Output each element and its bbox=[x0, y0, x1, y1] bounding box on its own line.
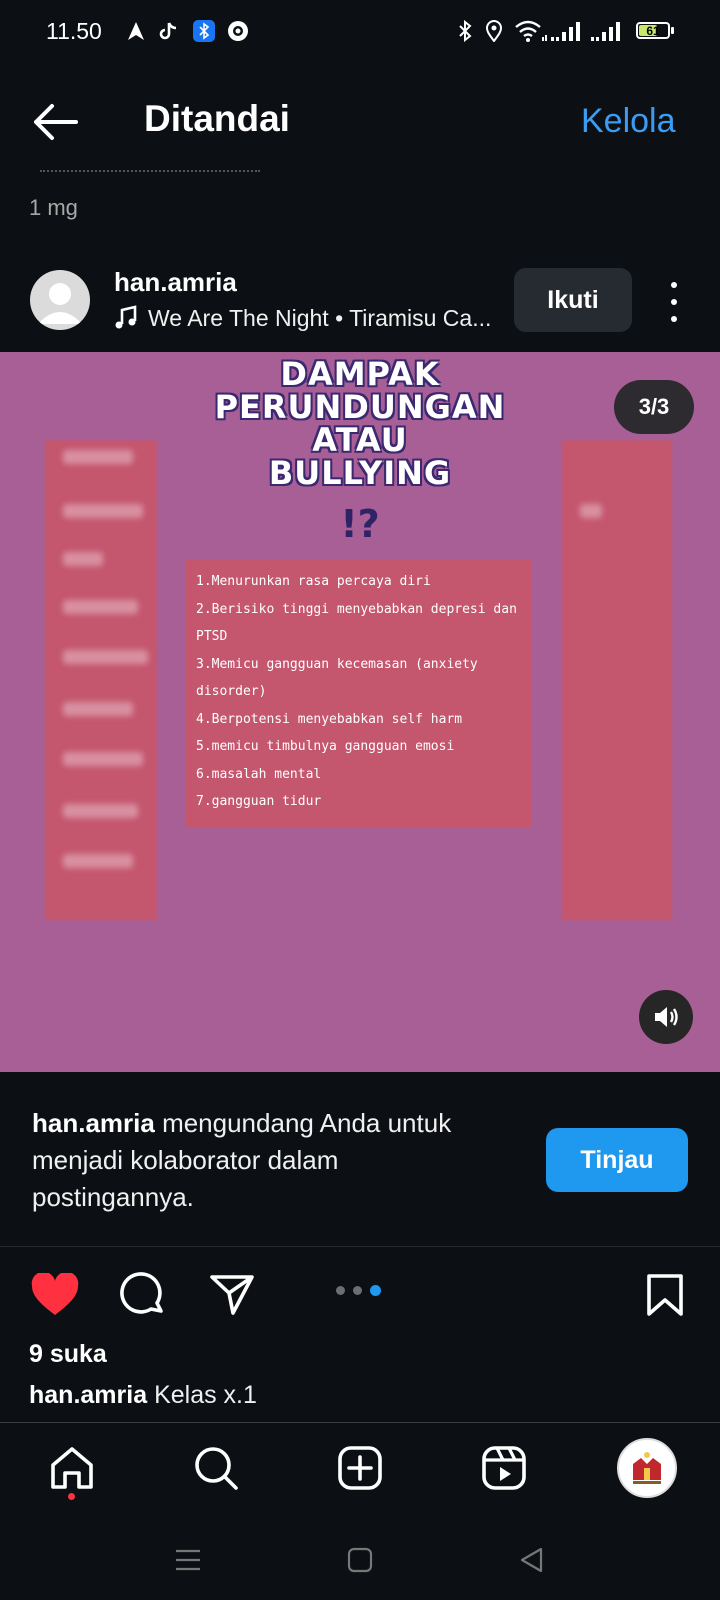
slide-list-item: 4.Berpotensi menyebabkan self harm bbox=[196, 711, 463, 727]
status-bar bbox=[0, 0, 720, 64]
circle-app-icon bbox=[226, 18, 250, 44]
follow-button[interactable]: Ikuti bbox=[514, 268, 632, 332]
search-icon bbox=[193, 1445, 239, 1491]
slide-title-line: PERUNDUNGAN bbox=[214, 388, 506, 426]
slide-list-item: 5.memicu timbulnya gangguan emosi bbox=[196, 739, 455, 754]
slide-list-item: 3.Memicu gangguan kecemasan (anxiety bbox=[196, 656, 478, 672]
collab-invite-text bbox=[32, 1105, 472, 1216]
nav-create[interactable] bbox=[332, 1440, 388, 1496]
caption-text: Kelas x.1 bbox=[154, 1381, 257, 1409]
home-system-button[interactable] bbox=[340, 1540, 380, 1580]
like-count[interactable]: 9 suka bbox=[29, 1340, 107, 1368]
slide-title-line: ATAU bbox=[312, 421, 408, 459]
page-title: Ditandai bbox=[144, 98, 290, 139]
carousel-dot bbox=[353, 1286, 362, 1295]
speaker-icon bbox=[652, 1004, 680, 1030]
blurred-side-panel bbox=[45, 440, 157, 920]
battery-icon bbox=[636, 22, 670, 39]
slide-title-line: BULLYING bbox=[268, 454, 452, 492]
back-button[interactable] bbox=[30, 100, 80, 144]
profile-logo-icon bbox=[627, 1448, 667, 1488]
slide-list-item: 2.Berisiko tinggi menyebabkan depresi dan bbox=[196, 601, 517, 617]
triangle-back-icon bbox=[519, 1547, 545, 1573]
bluetooth-badge-icon bbox=[192, 18, 216, 44]
send-icon bbox=[209, 1273, 255, 1317]
nav-home[interactable] bbox=[44, 1440, 100, 1496]
wifi-icon bbox=[514, 18, 548, 44]
reels-icon bbox=[481, 1445, 527, 1491]
blurred-side-panel bbox=[562, 440, 672, 920]
cut-off-text bbox=[40, 170, 260, 176]
slide-list-item: 1.Menurunkan rasa percaya diri bbox=[196, 574, 431, 589]
default-avatar-icon bbox=[30, 270, 90, 330]
music-note-icon bbox=[114, 305, 138, 331]
previous-post-time: 1 mg bbox=[29, 195, 78, 220]
square-icon bbox=[347, 1547, 373, 1573]
menu-icon bbox=[174, 1548, 202, 1572]
slide-mark: !? bbox=[340, 502, 380, 546]
post-image[interactable] bbox=[0, 352, 720, 1072]
battery-nub bbox=[671, 27, 674, 34]
divider bbox=[0, 1422, 720, 1423]
carousel-dot-active bbox=[370, 1285, 381, 1296]
nav-search[interactable] bbox=[188, 1440, 244, 1496]
slide-counter-badge: 3/3 bbox=[614, 380, 694, 434]
share-button[interactable] bbox=[207, 1270, 257, 1320]
add-post-icon bbox=[337, 1445, 383, 1491]
home-icon bbox=[49, 1445, 95, 1491]
save-button[interactable] bbox=[640, 1270, 690, 1320]
back-system-button[interactable] bbox=[512, 1540, 552, 1580]
slide-list bbox=[186, 560, 532, 828]
bookmark-icon bbox=[646, 1273, 684, 1317]
comment-icon bbox=[119, 1271, 167, 1319]
location-icon bbox=[484, 18, 504, 44]
slide-list-item: PTSD bbox=[196, 629, 228, 644]
avatar[interactable] bbox=[30, 270, 90, 330]
slide-title-line: DAMPAK bbox=[280, 355, 440, 393]
status-time: 11.50 bbox=[46, 18, 102, 44]
battery-text: 61 bbox=[646, 23, 660, 38]
tiktok-icon bbox=[158, 18, 178, 44]
manage-link[interactable]: Kelola bbox=[581, 102, 676, 140]
recent-apps-button[interactable] bbox=[168, 1540, 208, 1580]
divider bbox=[0, 1246, 720, 1247]
more-options-icon[interactable] bbox=[664, 282, 684, 322]
post-username[interactable]: han.amria bbox=[114, 267, 237, 297]
nav-profile[interactable] bbox=[617, 1438, 677, 1498]
heart-filled-icon bbox=[31, 1273, 79, 1317]
back-arrow-icon bbox=[30, 100, 80, 144]
nav-reels[interactable] bbox=[476, 1440, 532, 1496]
collab-message: mengundang Anda untuk menjadi kolaborator dalam postingannya. bbox=[32, 1108, 452, 1212]
slide-list-item: 6.masalah mental bbox=[196, 766, 322, 782]
slide-list-item: 7.gangguan tidur bbox=[196, 794, 322, 809]
notification-dot bbox=[68, 1493, 75, 1500]
signal-icon bbox=[590, 18, 620, 44]
slide-title bbox=[200, 355, 520, 492]
post-caption bbox=[29, 1381, 257, 1410]
like-button[interactable] bbox=[30, 1270, 80, 1320]
collab-username[interactable]: han.amria bbox=[32, 1108, 155, 1138]
carousel-indicator bbox=[336, 1286, 381, 1296]
music-label[interactable]: We Are The Night • Tiramisu Ca... bbox=[148, 305, 492, 331]
signal-icon bbox=[550, 18, 580, 44]
slide-list-item: disorder) bbox=[196, 684, 267, 699]
caption-username[interactable]: han.amria bbox=[29, 1381, 148, 1409]
bluetooth-icon bbox=[456, 18, 474, 44]
sound-button[interactable] bbox=[639, 990, 693, 1044]
navigation-icon bbox=[126, 18, 146, 44]
comment-button[interactable] bbox=[118, 1270, 168, 1320]
review-button[interactable]: Tinjau bbox=[546, 1128, 688, 1192]
carousel-dot bbox=[336, 1286, 345, 1295]
